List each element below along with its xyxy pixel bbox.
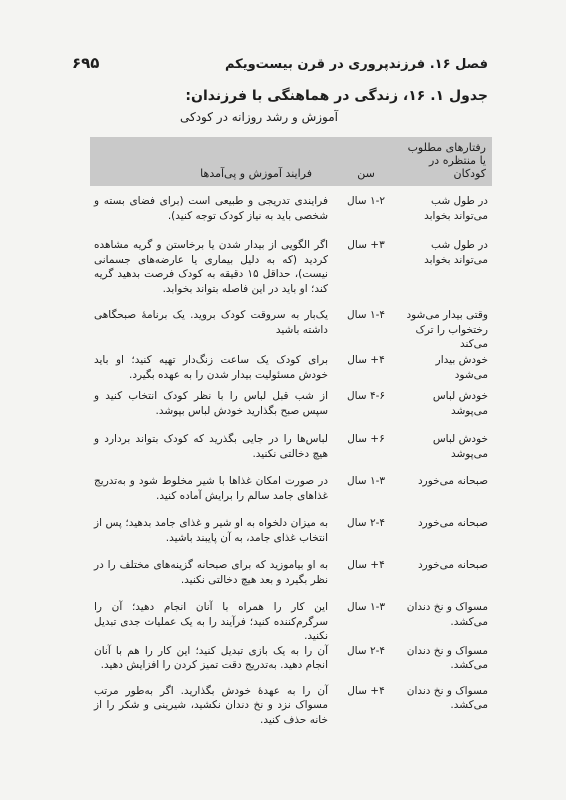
age-cell: ۱-۴ سال [346, 309, 386, 321]
process-cell: از شب قبل لباس را با نظر کودک انتخاب کنید و سپس صبح بگذارید خودش لباس بپوشد. [94, 390, 328, 417]
header-process: فرایند آموزش و پی‌آمدها [90, 137, 332, 186]
table-row [90, 558, 492, 600]
header-age: سن [332, 137, 400, 186]
page-number: ۶۹۵ [72, 54, 100, 72]
parenting-table [90, 137, 492, 736]
table-row [90, 516, 492, 558]
chapter-title: فصل ۱۶. فرزندپروری در قرن بیست‌ویکم [224, 57, 488, 72]
process-cell: به میزان دلخواه به او شیر و غذای جامد بدهید؛ پس از انتخاب غذای جامد، به آن پایبند باشید. [94, 517, 328, 544]
header-behaviors: رفتارهای مطلوب یا منتظره در کودکان [400, 137, 492, 186]
age-cell: ۴-۶ سال [346, 390, 386, 402]
age-cell: ۱-۲ سال [346, 195, 386, 207]
process-cell: به او بیاموزید که برای صبحانه گزینه‌های مختلف را در نظر بگیرد و بعد هیچ دخالتی نکنید. [94, 559, 328, 586]
table-row [90, 238, 492, 308]
table-row [90, 389, 492, 432]
behavior-cell: خودش لباس می‌پوشد [432, 390, 488, 417]
process-cell: آن را به یک بازی تبدیل کنید؛ این کار را هم با آنان انجام دهید. به‌تدریج دقت تمیز کردن را افزایش دهید. [94, 644, 328, 671]
table-row [90, 474, 492, 516]
table-row [90, 432, 492, 474]
table-row [90, 684, 492, 736]
behavior-cell: مسواک و نخ دندان می‌کشد. [406, 601, 488, 628]
table-row [90, 186, 492, 238]
process-cell: آن را به عهدهٔ خودش بگذارید. اگر به‌طور مرتب مسواک نزد و نخ دندان نکشید، شیرینی و شکر را از خانه حذف کنید. [94, 684, 328, 726]
page-header [72, 54, 488, 72]
process-cell: فرایندی تدریجی و طبیعی است (برای فضای بسته و شخصی باید به نیاز کودک توجه کنید). [94, 195, 328, 222]
age-cell: ۴+ سال [347, 684, 385, 697]
age-cell: ۶+ سال [347, 433, 385, 445]
process-cell: یک‌بار به سروقت کودک بروید. یک برنامهٔ صبحگاهی داشته باشید [94, 309, 328, 336]
age-cell: ۱-۳ سال [346, 475, 386, 487]
process-cell: اگر الگویی از بیدار شدن یا برخاستن و گریه مشاهده کردید (که به دلیل بیماری یا عارضه‌های جسمانی نیست)، حداقل ۱۵ دقیقه به کودک فرصت بدهید گریه کند؛ او باید در این فاصله بتواند بخوابد. [94, 239, 328, 295]
behavior-cell: وقتی بیدار می‌شود رختخواب را ترک می‌کند [406, 309, 488, 350]
behavior-cell: صبحانه می‌خورد [418, 475, 488, 487]
behavior-cell: مسواک و نخ دندان می‌کشد. [406, 684, 488, 711]
process-cell: در صورت امکان غذاها با شیر مخلوط شود و به‌تدریج غذاهای جامد سالم را برایش آماده کنید. [94, 475, 328, 502]
process-cell: این کار را همراه با آنان انجام دهید؛ آن را سرگرم‌کننده کنید؛ فرآیند را به یک عملیات جدی تبدیل نکنید. [94, 601, 328, 642]
process-cell: برای کودک یک ساعت زنگ‌دار تهیه کنید؛ او باید خودش مسئولیت بیدار شدن را به عهده بگیرد. [94, 354, 328, 381]
behavior-cell: صبحانه می‌خورد [418, 517, 488, 529]
behavior-cell: مسواک و نخ دندان می‌کشد. [406, 644, 488, 671]
table-row [90, 353, 492, 389]
age-cell: ۲-۴ سال [346, 517, 386, 529]
age-cell: ۲-۴ سال [346, 644, 386, 657]
behavior-cell: صبحانه می‌خورد [418, 559, 488, 571]
age-cell: ۱-۳ سال [346, 601, 386, 613]
table-subtitle: آموزش و رشد روزانه در کودکی [179, 110, 339, 124]
behavior-cell: خودش لباس می‌پوشد [432, 433, 488, 460]
age-cell: ۴+ سال [347, 559, 385, 571]
table-header-row [90, 137, 492, 186]
behavior-cell: در طول شب می‌تواند بخوابد [424, 195, 488, 222]
table-title: جدول ۱. ۱۶، زندگی در هماهنگی با فرزندان: [185, 88, 488, 104]
behavior-cell: خودش بیدار می‌شود [435, 354, 488, 381]
table-row [90, 644, 492, 684]
behavior-cell: در طول شب می‌تواند بخوابد [424, 239, 488, 266]
age-cell: ۳+ سال [347, 239, 385, 251]
age-cell: ۴+ سال [347, 354, 385, 366]
process-cell: لباس‌ها را در جایی بگذرید که کودک بتواند بردارد و هیچ دخالتی نکنید. [94, 433, 328, 460]
table-row [90, 308, 492, 353]
table-row [90, 600, 492, 644]
